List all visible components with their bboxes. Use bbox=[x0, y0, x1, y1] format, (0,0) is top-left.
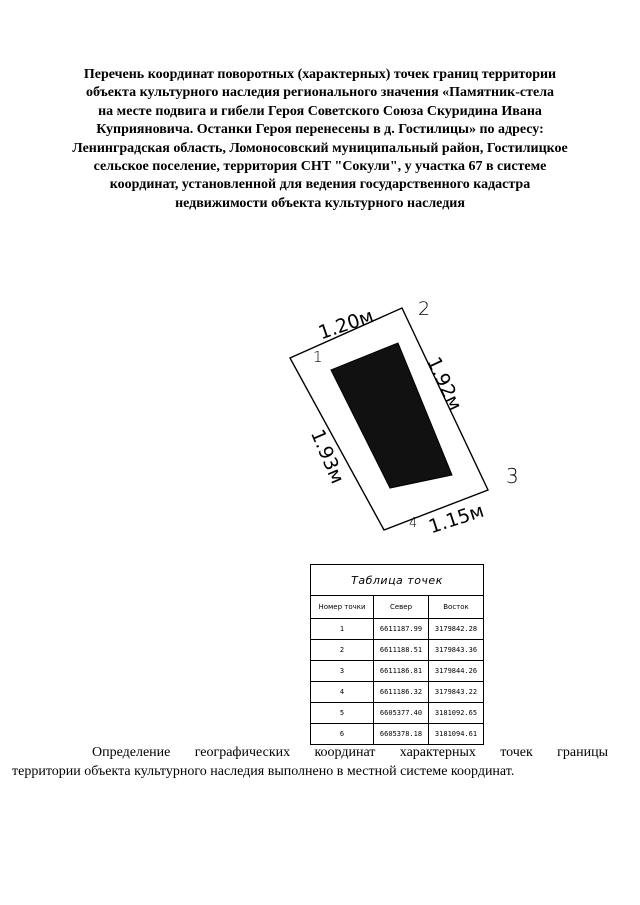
corner-label: 2 bbox=[418, 298, 431, 320]
table-cell: 6605377.40 bbox=[374, 703, 429, 724]
title-line: объекта культурного наследия регионального значения «Памятник-стела bbox=[85, 85, 555, 101]
side-right-label: 1.92м bbox=[422, 353, 467, 415]
table-cell: 6611186.81 bbox=[374, 661, 429, 682]
side-bottom-label: 1.15м bbox=[425, 499, 487, 539]
table-row bbox=[311, 682, 484, 703]
footer-line: территории объекта культурного наследия выполнено в местной системе координат. bbox=[12, 764, 515, 779]
table-cell: 5 bbox=[311, 703, 374, 724]
corner-label: 1 bbox=[313, 348, 323, 366]
column-header: Номер точки bbox=[311, 596, 374, 619]
side-top-label: 1.20м bbox=[315, 304, 377, 345]
table-caption: Таблица точек bbox=[311, 565, 484, 596]
title-line: на месте подвига и гибели Героя Советского Союза Скуридина Ивана bbox=[98, 103, 542, 119]
corner-label: 4 bbox=[409, 516, 418, 531]
table-cell: 3179843.22 bbox=[429, 682, 484, 703]
title-line: координат, установленной для ведения государственного кадастра bbox=[109, 177, 531, 193]
title-line: сельское поселение, территория СНТ "Сокули", у участка 67 в системе bbox=[93, 159, 547, 175]
table-cell: 6611187.99 bbox=[374, 619, 429, 640]
points-table-block bbox=[310, 564, 484, 745]
table-row bbox=[311, 661, 484, 682]
corner-label: 3 bbox=[506, 464, 519, 488]
column-header: Восток bbox=[429, 596, 484, 619]
table-cell: 6 bbox=[311, 724, 374, 745]
table-cell: 3179843.36 bbox=[429, 640, 484, 661]
table-cell: 4 bbox=[311, 682, 374, 703]
table-cell: 6611188.51 bbox=[374, 640, 429, 661]
title-line: недвижимости объекта культурного наследия bbox=[175, 195, 465, 211]
title-line: Ленинградская область, Ломоносовский муниципальный район, Гостилицкое bbox=[72, 140, 568, 156]
table-row bbox=[311, 703, 484, 724]
table-row bbox=[311, 640, 484, 661]
points-table bbox=[310, 564, 484, 745]
table-cell: 3179844.26 bbox=[429, 661, 484, 682]
table-cell: 3 bbox=[311, 661, 374, 682]
footer-line: Определение географических координат характерных точек границы bbox=[92, 745, 608, 760]
column-header: Север bbox=[374, 596, 429, 619]
table-cell: 3179842.28 bbox=[429, 619, 484, 640]
table-cell: 1 bbox=[311, 619, 374, 640]
table-cell: 6611186.32 bbox=[374, 682, 429, 703]
table-cell: 2 bbox=[311, 640, 374, 661]
table-cell: 3181094.61 bbox=[429, 724, 484, 745]
title-line: Куприяновича. Останки Героя перенесены в д. Гостилицы» по адресу: bbox=[96, 122, 544, 138]
table-cell: 6605378.18 bbox=[374, 724, 429, 745]
table-cell: 3181092.65 bbox=[429, 703, 484, 724]
table-row bbox=[311, 619, 484, 640]
title-line: Перечень координат поворотных (характерных) точек границ территории bbox=[83, 67, 557, 82]
table-row bbox=[311, 724, 484, 745]
footer-paragraph bbox=[12, 743, 608, 781]
side-left-label: 1.93м bbox=[306, 426, 349, 488]
